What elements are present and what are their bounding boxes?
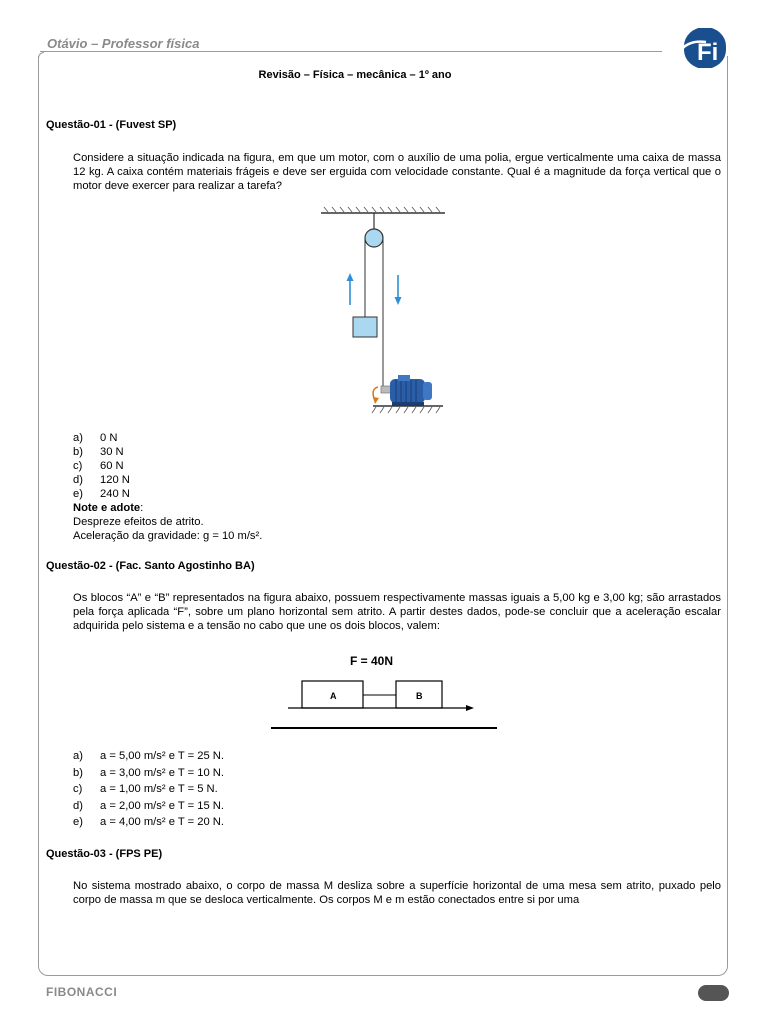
question-2-text: Os blocos “A” e “B” representados na figura abaixo, possuem respectivamente massas iguais a 5,00 kg e 3,00 kg; são arrastados pela força aplicada “F”, sobre um plano horizontal sem atrito. A partir destes dados, pode-se concluir que a aceleração escalar adquirida pelo sistema e a tensão no cabo que une os dois blocos, valem: [73, 592, 721, 632]
block-b-label: B [416, 691, 423, 701]
document-title: Revisão – Física – mecânica – 1º ano [258, 69, 452, 81]
logo-text: Fi [697, 39, 719, 66]
blocks-figure [268, 652, 500, 734]
question-1-options [73, 431, 262, 543]
note-line-2: Aceleração da gravidade: g = 10 m/s². [73, 530, 263, 542]
note-heading: Note e adote [73, 502, 141, 514]
question-2-options [73, 748, 224, 831]
note-line-1: Despreze efeitos de atrito. [73, 516, 204, 528]
option-d[interactable]: d) 120 N [73, 474, 130, 486]
question-1-text: Considere a situação indicada na figura, em que um motor, com o auxílio de uma polia, ergue verticalmente uma caixa de massa 12 kg. A caixa contém materiais frágeis e deve ser erguida com velocidade constante. Qual é a magnitude da força vertical que o motor deve exercer para realizar a tarefa? [73, 152, 721, 192]
page-number-badge [698, 985, 729, 1001]
question-3-text: No sistema mostrado abaixo, o corpo de massa M desliza sobre a superfície horizontal de uma mesa sem atrito, puxado pelo corpo de massa m que se desloca verticalmente. Os corpos M e m estão conectados entre si por uma [73, 880, 721, 906]
block-a-label: A [330, 691, 337, 701]
footer-brand: FIBONACCI [46, 985, 118, 999]
force-label: F = 40N [350, 654, 394, 668]
option-d[interactable]: d) a = 2,00 m/s² e T = 15 N. [73, 799, 224, 812]
question-2-heading: Questão-02 - (Fac. Santo Agostinho BA) [46, 560, 255, 572]
option-a[interactable]: a) 0 N [73, 432, 118, 444]
question-3-heading: Questão-03 - (FPS PE) [46, 848, 163, 860]
note-block [73, 501, 262, 515]
option-b[interactable]: b) 30 N [73, 446, 124, 458]
header-author: Otávio – Professor física [47, 36, 200, 51]
option-e[interactable]: e) 240 N [73, 488, 130, 500]
note-colon: : [140, 502, 144, 514]
option-e[interactable]: e) a = 4,00 m/s² e T = 20 N. [73, 816, 224, 828]
question-1-heading: Questão-01 - (Fuvest SP) [46, 119, 177, 131]
option-c[interactable]: c) a = 1,00 m/s² e T = 5 N. [73, 783, 218, 795]
option-b[interactable]: b) a = 3,00 m/s² e T = 10 N. [73, 766, 224, 779]
header-divider [40, 51, 662, 52]
pulley-motor-figure [318, 205, 448, 417]
option-c[interactable]: c) 60 N [73, 460, 124, 472]
option-a[interactable]: a) a = 5,00 m/s² e T = 25 N. [73, 750, 224, 762]
